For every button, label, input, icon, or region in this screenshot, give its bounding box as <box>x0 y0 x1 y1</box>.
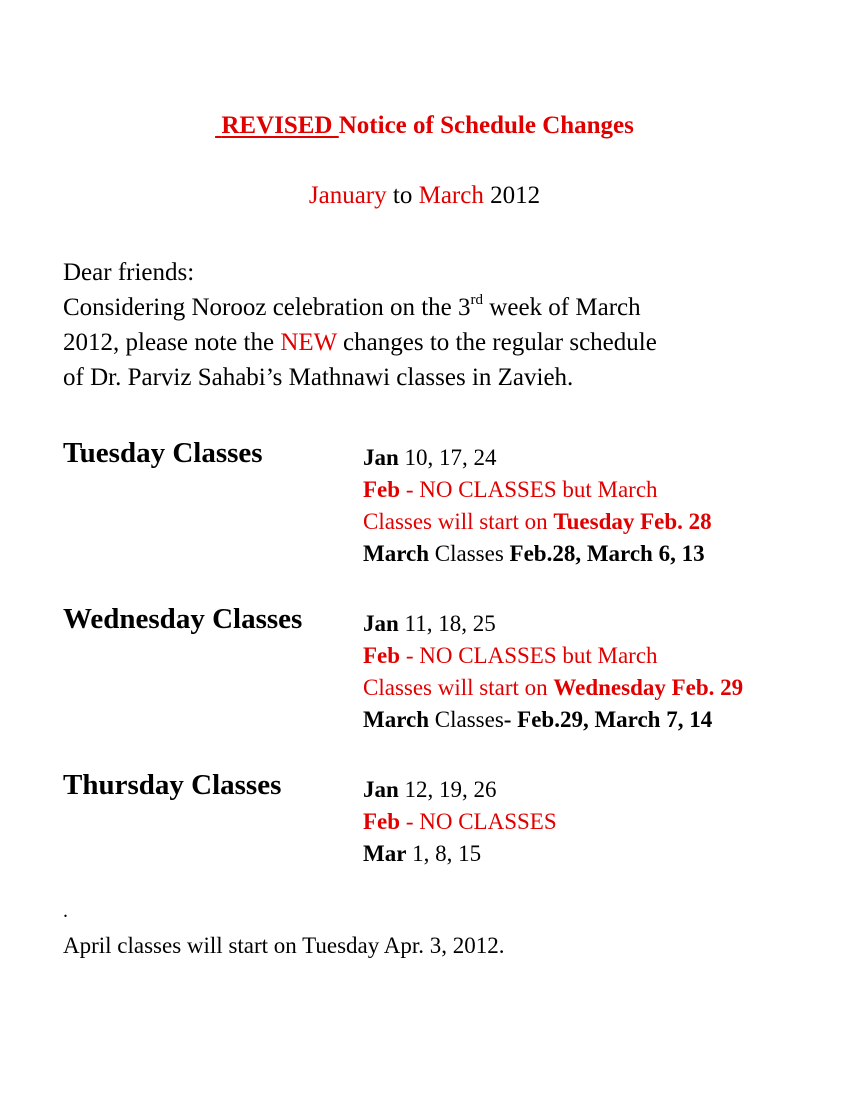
tuesday-march: March Classes Feb.28, March 6, 13 <box>363 541 705 566</box>
wednesday-feb: Feb - NO CLASSES but March <box>363 643 658 668</box>
wednesday-heading: Wednesday Classes <box>63 603 303 635</box>
greeting: Dear friends: <box>63 259 195 286</box>
separator-dot: . <box>63 900 68 922</box>
intro-paragraph <box>63 255 823 395</box>
wednesday-start: Classes will start on Wednesday Feb. 29 <box>363 675 744 700</box>
title-rest: Notice of Schedule Changes <box>338 112 634 139</box>
intro-line-2: 2012, please note the NEW changes to the regular schedule <box>63 329 657 356</box>
range-year: 2012 <box>490 182 541 209</box>
april-note: April classes will start on Tuesday Apr. 3, 2012. <box>63 933 505 958</box>
tuesday-jan: Jan 10, 17, 24 <box>363 445 497 470</box>
intro-line-3: of Dr. Parviz Sahabi’s Mathnawi classes in Zavieh. <box>63 364 574 391</box>
new-highlight: NEW <box>280 329 337 356</box>
thursday-mar: Mar 1, 8, 15 <box>363 841 482 866</box>
to-word: to <box>392 182 413 209</box>
end-month: March <box>418 182 484 209</box>
wednesday-jan: Jan 11, 18, 25 <box>363 611 496 636</box>
thursday-schedule <box>363 774 557 870</box>
thursday-jan: Jan 12, 19, 26 <box>363 777 497 802</box>
start-month: January <box>308 182 387 209</box>
thursday-feb: Feb - NO CLASSES <box>363 809 557 834</box>
date-range <box>0 182 849 210</box>
tuesday-heading: Tuesday Classes <box>63 437 263 469</box>
tuesday-start: Classes will start on Tuesday Feb. 28 <box>363 509 712 534</box>
tuesday-feb: Feb - NO CLASSES but March <box>363 477 658 502</box>
notice-title <box>0 112 849 140</box>
intro-line-1: Considering Norooz celebration on the 3rd week of March <box>63 292 641 321</box>
wednesday-schedule <box>363 608 743 736</box>
tuesday-schedule <box>363 442 712 570</box>
wednesday-march: March Classes- Feb.29, March 7, 14 <box>363 707 713 732</box>
revised-label: REVISED <box>221 112 333 139</box>
thursday-heading: Thursday Classes <box>63 769 282 801</box>
